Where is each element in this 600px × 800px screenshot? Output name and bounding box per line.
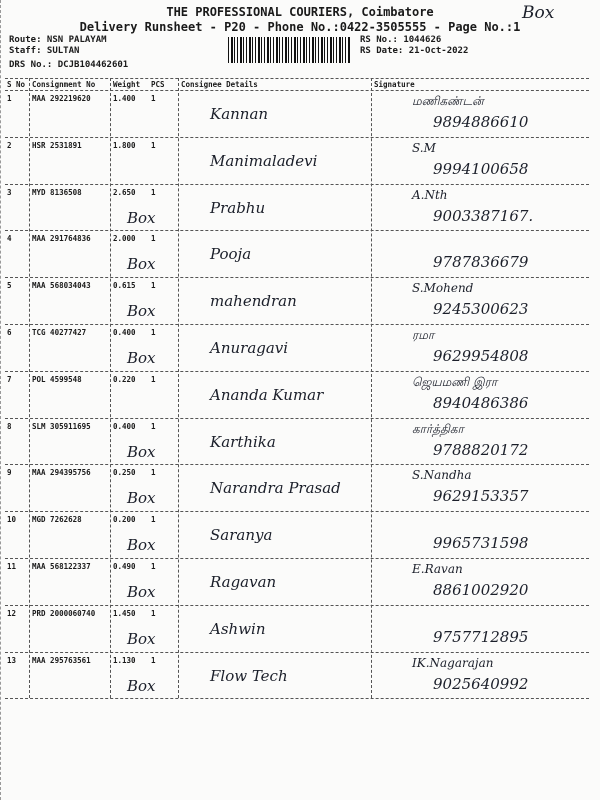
pcs-count: 1	[151, 187, 156, 197]
runsheet-table	[5, 78, 589, 698]
signature: ரமா	[412, 328, 435, 342]
weight-value: 2.650	[113, 187, 136, 197]
table-row	[5, 91, 589, 138]
consignment-number: MGD 7262628	[32, 515, 82, 525]
consignment-number: SLM 305911695	[32, 421, 91, 431]
table-row	[5, 419, 589, 466]
box-note: Box	[127, 583, 156, 601]
phone-number: 8940486386	[433, 393, 529, 412]
row-serial: 12	[7, 608, 17, 618]
pcs-count: 1	[151, 421, 156, 431]
consignee-name: mahendran	[210, 292, 297, 311]
row-serial: 7	[7, 374, 12, 384]
consignee-name: Kannan	[210, 105, 269, 123]
row-serial: 8	[7, 421, 12, 431]
signature: E.Ravan	[412, 562, 463, 576]
signature: கார்த்திகா	[412, 421, 464, 436]
box-note: Box	[127, 536, 156, 555]
signature: IK.Nagarajan	[412, 655, 494, 670]
row-serial: 5	[7, 281, 12, 291]
rs-date: RS Date: 21-Oct-2022	[360, 46, 469, 56]
pcs-count: 1	[151, 608, 156, 618]
table-top-rule	[5, 78, 589, 79]
pcs-count: 1	[151, 328, 156, 337]
runsheet-header	[0, 0, 600, 78]
signature: S.M	[412, 140, 436, 155]
phone-number: 9003387167.	[433, 206, 534, 225]
box-note: Box	[127, 349, 156, 367]
col-header-pcs: PCS	[151, 80, 165, 89]
row-serial: 6	[7, 328, 12, 337]
phone-number: 9894886610	[433, 113, 529, 131]
table-row	[5, 372, 589, 419]
pcs-count: 1	[151, 374, 156, 384]
phone-number: 9994100658	[433, 159, 529, 178]
phone-number: 8861002920	[433, 581, 529, 599]
box-note: Box	[127, 255, 156, 274]
pcs-count: 1	[151, 515, 156, 525]
table-row	[5, 278, 589, 325]
weight-value: 0.400	[113, 421, 136, 431]
weight-value: 1.800	[113, 140, 136, 150]
company-title: THE PROFESSIONAL COURIERS, Coimbatore	[166, 5, 434, 19]
consignee-name: Ananda Kumar	[210, 385, 324, 404]
consignment-number: TCG 40277427	[32, 328, 87, 337]
consignment-number: MAA 292219620	[32, 94, 91, 103]
phone-number: 9788820172	[433, 440, 529, 459]
table-row	[5, 653, 589, 700]
pcs-count: 1	[151, 94, 156, 103]
col-header-signature: Signature	[374, 80, 415, 89]
weight-value: 1.450	[113, 608, 136, 618]
row-serial: 4	[7, 234, 12, 244]
box-note: Box	[127, 676, 156, 695]
pcs-count: 1	[151, 655, 156, 665]
row-serial: 2	[7, 140, 12, 150]
phone-number: 9757712895	[433, 627, 529, 646]
row-serial: 10	[7, 515, 17, 525]
consignment-number: HSR 2531891	[32, 140, 82, 150]
pcs-count: 1	[151, 562, 156, 571]
col-header-sno: S No	[7, 80, 26, 89]
signature: S.Mohend	[412, 281, 474, 296]
signature: S.Nandha	[412, 468, 472, 483]
consignment-number: MAA 295763561	[32, 655, 91, 665]
consignee-name: Manimaladevi	[210, 151, 318, 170]
weight-value: 0.490	[113, 562, 136, 571]
consignment-number: MAA 291764836	[32, 234, 91, 244]
col-header-consignment: Consignment No	[32, 80, 96, 89]
consignee-name: Ashwin	[210, 619, 266, 638]
consignment-number: MAA 294395756	[32, 468, 91, 478]
row-serial: 13	[7, 655, 17, 665]
phone-number: 9787836679	[433, 253, 529, 272]
drs-number: DRS No.: DCJB104462601	[9, 60, 129, 70]
weight-value: 0.615	[113, 281, 136, 291]
consignee-name: Pooja	[210, 245, 252, 264]
table-row	[5, 325, 589, 372]
row-serial: 9	[7, 468, 12, 478]
consignee-name: Prabhu	[210, 198, 266, 217]
box-note: Box	[127, 302, 156, 321]
pcs-count: 1	[151, 234, 156, 244]
box-note: Box	[127, 489, 156, 508]
consignee-name: Anuragavi	[210, 339, 289, 357]
consignee-name: Narandra Prasad	[210, 479, 341, 498]
table-row	[5, 138, 589, 185]
pcs-count: 1	[151, 281, 156, 291]
pcs-count: 1	[151, 140, 156, 150]
consignee-name: Ragavan	[210, 573, 277, 591]
rs-number: RS No.: 1044626	[360, 35, 442, 45]
consignment-number: MAA 568034043	[32, 281, 91, 291]
table-row	[5, 559, 589, 606]
table-row	[5, 185, 589, 232]
consignment-number: PRD 2000060740	[32, 608, 96, 618]
weight-value: 0.200	[113, 515, 136, 525]
weight-value: 2.000	[113, 234, 136, 244]
table-row	[5, 465, 589, 512]
weight-value: 0.250	[113, 468, 136, 478]
table-row	[5, 606, 589, 653]
consignee-name: Saranya	[210, 526, 273, 545]
runsheet-subtitle: Delivery Runsheet - P20 - Phone No.:0422-3505555 - Page No.:1	[79, 20, 521, 34]
signature: மணிகண்டன்	[412, 94, 484, 108]
row-rule	[5, 698, 589, 699]
row-serial: 1	[7, 94, 12, 103]
consignment-number: POL 4599548	[32, 374, 82, 384]
consignee-name: Flow Tech	[210, 666, 288, 685]
phone-number: 9245300623	[433, 300, 529, 319]
signature: ஜெயமணி இரா	[412, 374, 498, 389]
weight-value: 0.220	[113, 374, 136, 384]
row-serial: 3	[7, 187, 12, 197]
staff-label: Staff: SULTAN	[9, 46, 80, 56]
row-serial: 11	[7, 562, 17, 571]
table-row	[5, 512, 589, 559]
box-note: Box	[522, 3, 555, 23]
box-note: Box	[127, 629, 156, 648]
pcs-count: 1	[151, 468, 156, 478]
phone-number: 9025640992	[433, 674, 529, 693]
phone-number: 9629153357	[433, 487, 529, 506]
col-header-weight: Weight	[113, 80, 141, 89]
consignment-number: MAA 568122337	[32, 562, 91, 571]
barcode-image	[228, 37, 350, 63]
phone-number: 9965731598	[433, 534, 529, 553]
consignment-number: MYD 8136508	[32, 187, 82, 197]
weight-value: 1.400	[113, 94, 136, 103]
weight-value: 0.400	[113, 328, 136, 337]
route-label: Route: NSN PALAYAM	[9, 35, 107, 45]
signature: A.Nth	[412, 187, 448, 202]
box-note: Box	[127, 208, 156, 227]
box-note: Box	[127, 442, 156, 461]
weight-value: 1.130	[113, 655, 136, 665]
phone-number: 9629954808	[433, 347, 529, 365]
col-header-consignee: Consignee Details	[181, 80, 258, 89]
table-row	[5, 231, 589, 278]
consignee-name: Karthika	[210, 432, 276, 451]
